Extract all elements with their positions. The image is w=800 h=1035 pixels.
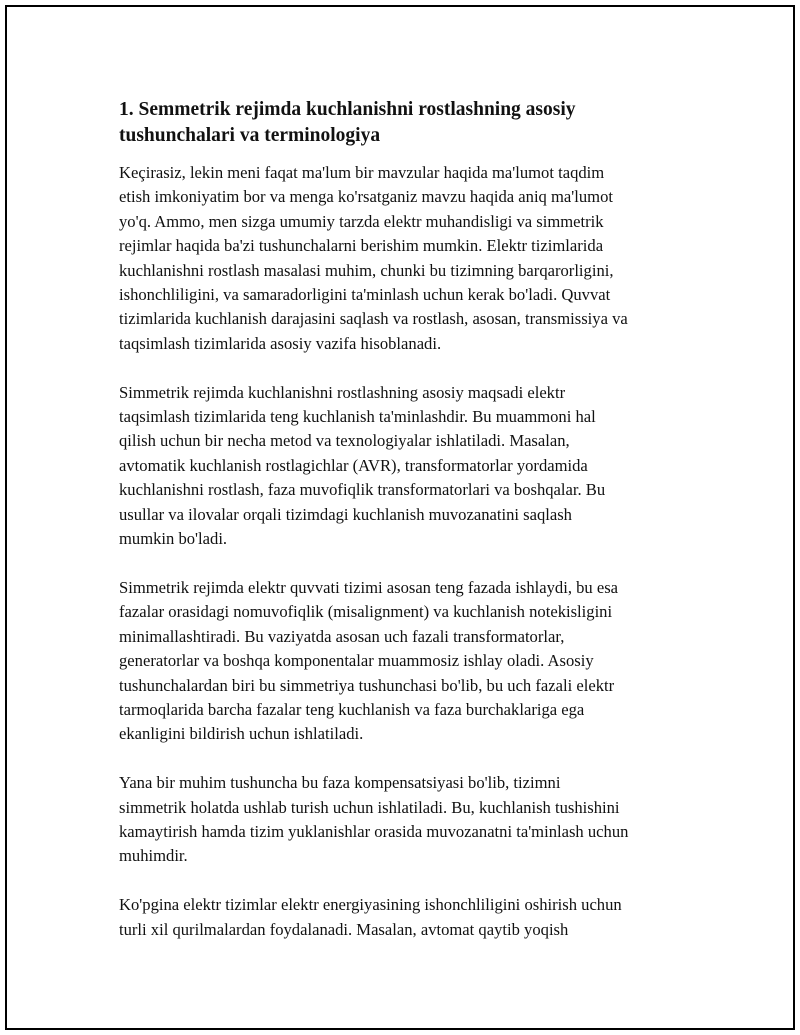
text-line: Simmetrik rejimda kuchlanishni rostlashning asosiy maqsadi elektr (119, 382, 566, 402)
text-line: simmetrik holatda ushlab turish uchun ishlatiladi. Bu, kuchlanish tushishini (119, 797, 620, 817)
text-line: Ko'pgina elektr tizimlar elektr energiyasining ishonchliligini oshirish uchun (119, 895, 622, 915)
text-line: mumkin bo'ladi. (119, 529, 228, 549)
text-line: qilish uchun bir necha metod va texnologiyalar ishlatiladi. Masalan, (119, 431, 570, 451)
text-line: tizimlarida kuchlanish darajasini saqlash va rostlash, asosan, transmissiya va (119, 309, 628, 329)
text-line: muhimdir. (119, 846, 188, 866)
paragraph-5 (119, 893, 719, 942)
text-line: kamaytirish hamda tizim yuklanishlar orasida muvozanatni ta'minlash uchun (119, 821, 629, 841)
text-line: Simmetrik rejimda elektr quvvati tizimi asosan teng fazada ishlaydi, bu esa (119, 577, 619, 597)
text-line: taqsimlash tizimlarida teng kuchlanish ta'minlashdir. Bu muammoni hal (119, 407, 596, 427)
paragraph-2 (119, 381, 719, 552)
text-line: fazalar orasidagi nomuvofiqlik (misalignment) va kuchlanish notekisligini (119, 602, 613, 622)
title-line: 1. Semmetrik rejimda kuchlanishni rostlashning asosiy (119, 99, 576, 120)
text-line: yo'q. Ammo, men sizga umumiy tarzda elektr muhandisligi va simmetrik (119, 211, 604, 231)
paragraph-3 (119, 576, 719, 747)
text-line: generatorlar va boshqa komponentalar muammosiz ishlay oladi. Asosiy (119, 651, 594, 671)
text-line: kuchlanishni rostlash masalasi muhim, chunki bu tizimning barqarorligini, (119, 260, 614, 280)
paragraph-1 (119, 161, 719, 356)
page-frame (5, 5, 795, 1030)
text-line: taqsimlash tizimlarida asosiy vazifa hisoblanadi. (119, 333, 442, 353)
text-line: turli xil qurilmalardan foydalanadi. Masalan, avtomat qaytib yoqish (119, 919, 569, 939)
title-line: tushunchalari va terminologiya (119, 125, 381, 146)
text-line: avtomatik kuchlanish rostlagichlar (AVR), transformatorlar yordamida (119, 455, 588, 475)
text-line: etish imkoniyatim bor va menga ko'rsatganiz mavzu haqida aniq ma'lumot (119, 187, 613, 207)
text-line: rejimlar haqida ba'zi tushunchalarni berishim mumkin. Elektr tizimlarida (119, 236, 604, 256)
document-body (119, 97, 719, 966)
text-line: minimallashtiradi. Bu vaziyatda asosan uch fazali transformatorlar, (119, 626, 565, 646)
text-line: Yana bir muhim tushuncha bu faza kompensatsiyasi bo'lib, tizimni (119, 773, 561, 793)
text-line: tushunchalardan biri bu simmetriya tushunchasi bo'lib, bu uch fazali elektr (119, 675, 615, 695)
text-line: usullar va ilovalar orqali tizimdagi kuchlanish muvozanatini saqlash (119, 504, 572, 524)
text-line: ekanligini bildirish uchun ishlatiladi. (119, 724, 364, 744)
text-line: kuchlanishni rostlash, faza muvofiqlik transformatorlari va boshqalar. Bu (119, 480, 606, 500)
text-line: tarmoqlarida barcha fazalar teng kuchlanish va faza burchaklariga ega (119, 699, 585, 719)
text-line: Keçirasiz, lekin meni faqat ma'lum bir mavzular haqida ma'lumot taqdim (119, 163, 605, 182)
paragraph-4 (119, 771, 719, 869)
section-title (119, 97, 719, 149)
text-line: ishonchliligini, va samaradorligini ta'minlash uchun kerak bo'ladi. Quvvat (119, 285, 611, 305)
